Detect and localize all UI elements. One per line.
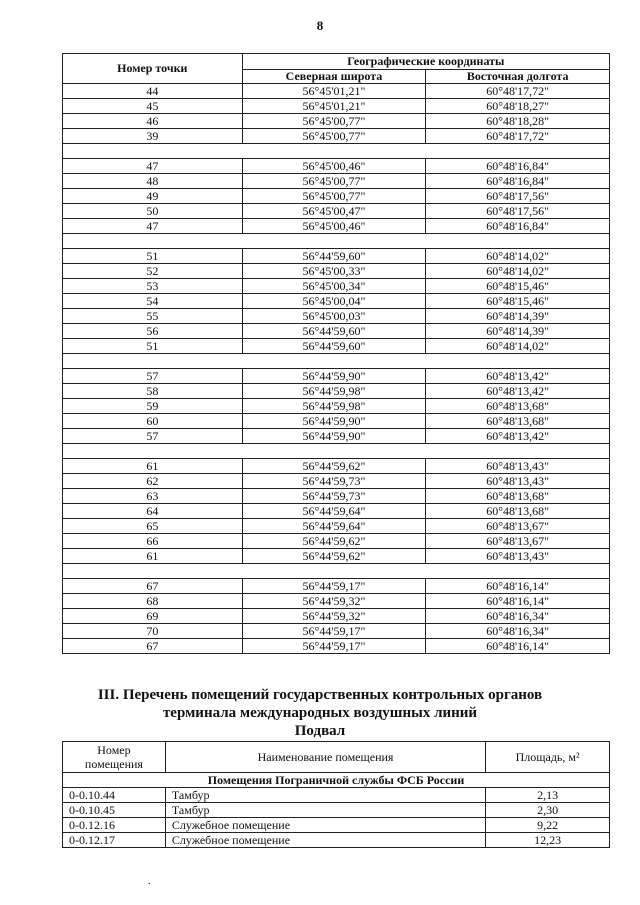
north-latitude-cell: 56°44'59,98" — [242, 399, 426, 414]
room-area-cell: 9,22 — [486, 818, 610, 833]
east-longitude-cell: 60°48'16,34" — [426, 624, 610, 639]
point-number-cell: 67 — [63, 639, 243, 654]
col-header-room-number-line1: Номер — [97, 743, 131, 757]
east-longitude-cell: 60°48'16,14" — [426, 594, 610, 609]
table-row — [63, 249, 610, 264]
point-number-cell: 39 — [63, 129, 243, 144]
east-longitude-cell: 60°48'16,14" — [426, 639, 610, 654]
section-title-line2: терминала международных воздушных линий — [162, 705, 478, 721]
point-number-cell: 46 — [63, 114, 243, 129]
point-number-cell: 48 — [63, 174, 243, 189]
table-row — [63, 399, 610, 414]
north-latitude-cell: 56°45'00,77" — [242, 129, 426, 144]
north-latitude-cell: 56°44'59,32" — [242, 594, 426, 609]
point-number-cell: 44 — [63, 84, 243, 99]
north-latitude-cell: 56°45'00,46" — [242, 159, 426, 174]
separator-cell — [63, 444, 610, 459]
north-latitude-cell: 56°45'00,77" — [242, 189, 426, 204]
col-header-area: Площадь, м² — [486, 742, 610, 773]
room-name-cell: Служебное помещение — [165, 833, 485, 848]
north-latitude-cell: 56°45'00,47" — [242, 204, 426, 219]
point-number-cell: 67 — [63, 579, 243, 594]
north-latitude-cell: 56°44'59,64" — [242, 504, 426, 519]
table-row — [63, 99, 610, 114]
separator-cell — [63, 144, 610, 159]
table-row — [63, 189, 610, 204]
east-longitude-cell: 60°48'16,84" — [426, 219, 610, 234]
east-longitude-cell: 60°48'13,67" — [426, 534, 610, 549]
table-row — [63, 159, 610, 174]
point-number-cell: 65 — [63, 519, 243, 534]
east-longitude-cell: 60°48'13,43" — [426, 549, 610, 564]
north-latitude-cell: 56°45'01,21" — [242, 84, 426, 99]
table-row — [63, 414, 610, 429]
north-latitude-cell: 56°44'59,62" — [242, 459, 426, 474]
table-row — [63, 324, 610, 339]
point-number-cell: 57 — [63, 369, 243, 384]
north-latitude-cell: 56°44'59,60" — [242, 249, 426, 264]
east-longitude-cell: 60°48'18,27" — [426, 99, 610, 114]
section-title-basement: Подвал — [294, 723, 346, 739]
separator-cell — [63, 564, 610, 579]
north-latitude-cell: 56°44'59,32" — [242, 609, 426, 624]
east-longitude-cell: 60°48'16,34" — [426, 609, 610, 624]
east-longitude-cell: 60°48'13,68" — [426, 504, 610, 519]
east-longitude-cell: 60°48'15,46" — [426, 279, 610, 294]
group-separator-row — [63, 234, 610, 249]
group-separator-row — [63, 144, 610, 159]
col-header-point: Номер точки — [63, 54, 243, 84]
room-name-cell: Тамбур — [165, 788, 485, 803]
table-row — [63, 549, 610, 564]
table-row — [63, 833, 610, 848]
east-longitude-cell: 60°48'14,39" — [426, 324, 610, 339]
room-number-cell: 0-0.12.16 — [63, 818, 166, 833]
point-number-cell: 58 — [63, 384, 243, 399]
table-row — [63, 309, 610, 324]
north-latitude-cell: 56°45'00,46" — [242, 219, 426, 234]
room-area-cell: 2,13 — [486, 788, 610, 803]
north-latitude-cell: 56°45'00,34" — [242, 279, 426, 294]
point-number-cell: 53 — [63, 279, 243, 294]
point-number-cell: 61 — [63, 549, 243, 564]
point-number-cell: 62 — [63, 474, 243, 489]
room-name-cell: Служебное помещение — [165, 818, 485, 833]
room-area-cell: 12,23 — [486, 833, 610, 848]
table-row — [63, 474, 610, 489]
east-longitude-cell: 60°48'13,42" — [426, 429, 610, 444]
east-longitude-cell: 60°48'17,72" — [426, 129, 610, 144]
north-latitude-cell: 56°45'00,77" — [242, 174, 426, 189]
table-row — [63, 384, 610, 399]
east-longitude-cell: 60°48'15,46" — [426, 294, 610, 309]
table-row — [63, 459, 610, 474]
coordinates-table — [62, 53, 610, 654]
table-row — [63, 594, 610, 609]
col-header-geo: Географические координаты — [242, 54, 609, 70]
east-longitude-cell: 60°48'13,42" — [426, 369, 610, 384]
group-title-border-service: Помещения Пограничной службы ФСБ России — [63, 773, 610, 788]
col-header-room-number-line2: помещения — [84, 757, 143, 771]
group-separator-row — [63, 564, 610, 579]
separator-cell — [63, 354, 610, 369]
point-number-cell: 50 — [63, 204, 243, 219]
east-longitude-cell: 60°48'13,68" — [426, 399, 610, 414]
table-row — [63, 788, 610, 803]
table-row — [63, 639, 610, 654]
north-latitude-cell: 56°44'59,17" — [242, 639, 426, 654]
point-number-cell: 52 — [63, 264, 243, 279]
table-row — [63, 219, 610, 234]
point-number-cell: 60 — [63, 414, 243, 429]
north-latitude-cell: 56°44'59,90" — [242, 429, 426, 444]
east-longitude-cell: 60°48'14,02" — [426, 249, 610, 264]
north-latitude-cell: 56°44'59,62" — [242, 534, 426, 549]
rooms-table — [62, 741, 610, 848]
point-number-cell: 70 — [63, 624, 243, 639]
point-number-cell: 54 — [63, 294, 243, 309]
point-number-cell: 51 — [63, 339, 243, 354]
east-longitude-cell: 60°48'13,43" — [426, 474, 610, 489]
section-title-line1: III. Перечень помещений государственных контрольных органов — [97, 687, 543, 703]
footer-mark: . — [148, 876, 151, 887]
point-number-cell: 68 — [63, 594, 243, 609]
col-header-east: Восточная долгота — [426, 70, 610, 84]
east-longitude-cell: 60°48'13,68" — [426, 414, 610, 429]
north-latitude-cell: 56°44'59,64" — [242, 519, 426, 534]
east-longitude-cell: 60°48'18,28" — [426, 114, 610, 129]
east-longitude-cell: 60°48'17,72" — [426, 84, 610, 99]
table-row — [63, 534, 610, 549]
table-row — [63, 174, 610, 189]
east-longitude-cell: 60°48'17,56" — [426, 204, 610, 219]
point-number-cell: 47 — [63, 159, 243, 174]
point-number-cell: 63 — [63, 489, 243, 504]
point-number-cell: 55 — [63, 309, 243, 324]
north-latitude-cell: 56°44'59,62" — [242, 549, 426, 564]
east-longitude-cell: 60°48'13,43" — [426, 459, 610, 474]
table-row — [63, 114, 610, 129]
east-longitude-cell: 60°48'13,68" — [426, 489, 610, 504]
point-number-cell: 49 — [63, 189, 243, 204]
table-row — [63, 84, 610, 99]
east-longitude-cell: 60°48'14,02" — [426, 264, 610, 279]
table-row — [63, 264, 610, 279]
table-row — [63, 489, 610, 504]
room-number-cell: 0-0.10.45 — [63, 803, 166, 818]
table-row — [63, 818, 610, 833]
table-row — [63, 129, 610, 144]
east-longitude-cell: 60°48'17,56" — [426, 189, 610, 204]
point-number-cell: 51 — [63, 249, 243, 264]
table-row — [63, 339, 610, 354]
table-row — [63, 803, 610, 818]
point-number-cell: 61 — [63, 459, 243, 474]
table-row — [63, 504, 610, 519]
table-row — [63, 279, 610, 294]
north-latitude-cell: 56°45'01,21" — [242, 99, 426, 114]
north-latitude-cell: 56°44'59,60" — [242, 324, 426, 339]
point-number-cell: 45 — [63, 99, 243, 114]
table-row — [63, 579, 610, 594]
group-separator-row — [63, 354, 610, 369]
table-row — [63, 609, 610, 624]
point-number-cell: 69 — [63, 609, 243, 624]
north-latitude-cell: 56°45'00,77" — [242, 114, 426, 129]
north-latitude-cell: 56°44'59,60" — [242, 339, 426, 354]
north-latitude-cell: 56°44'59,90" — [242, 369, 426, 384]
col-header-room-number — [63, 742, 166, 773]
north-latitude-cell: 56°44'59,17" — [242, 579, 426, 594]
north-latitude-cell: 56°44'59,17" — [242, 624, 426, 639]
point-number-cell: 66 — [63, 534, 243, 549]
north-latitude-cell: 56°45'00,03" — [242, 309, 426, 324]
north-latitude-cell: 56°45'00,33" — [242, 264, 426, 279]
table-row — [63, 519, 610, 534]
table-row — [63, 369, 610, 384]
north-latitude-cell: 56°44'59,98" — [242, 384, 426, 399]
east-longitude-cell: 60°48'14,39" — [426, 309, 610, 324]
room-name-cell: Тамбур — [165, 803, 485, 818]
east-longitude-cell: 60°48'16,84" — [426, 159, 610, 174]
point-number-cell: 56 — [63, 324, 243, 339]
col-header-room-name: Наименование помещения — [165, 742, 485, 773]
point-number-cell: 59 — [63, 399, 243, 414]
north-latitude-cell: 56°44'59,90" — [242, 414, 426, 429]
table-row — [63, 429, 610, 444]
east-longitude-cell: 60°48'16,14" — [426, 579, 610, 594]
room-area-cell: 2,30 — [486, 803, 610, 818]
point-number-cell: 47 — [63, 219, 243, 234]
east-longitude-cell: 60°48'13,42" — [426, 384, 610, 399]
group-separator-row — [63, 444, 610, 459]
east-longitude-cell: 60°48'16,84" — [426, 174, 610, 189]
east-longitude-cell: 60°48'14,02" — [426, 339, 610, 354]
table-row — [63, 624, 610, 639]
table-row — [63, 294, 610, 309]
separator-cell — [63, 234, 610, 249]
table-row — [63, 204, 610, 219]
north-latitude-cell: 56°45'00,04" — [242, 294, 426, 309]
page-number: 8 — [316, 18, 324, 33]
point-number-cell: 57 — [63, 429, 243, 444]
room-number-cell: 0-0.10.44 — [63, 788, 166, 803]
north-latitude-cell: 56°44'59,73" — [242, 489, 426, 504]
point-number-cell: 64 — [63, 504, 243, 519]
east-longitude-cell: 60°48'13,67" — [426, 519, 610, 534]
col-header-north: Северная широта — [242, 70, 426, 84]
room-number-cell: 0-0.12.17 — [63, 833, 166, 848]
north-latitude-cell: 56°44'59,73" — [242, 474, 426, 489]
